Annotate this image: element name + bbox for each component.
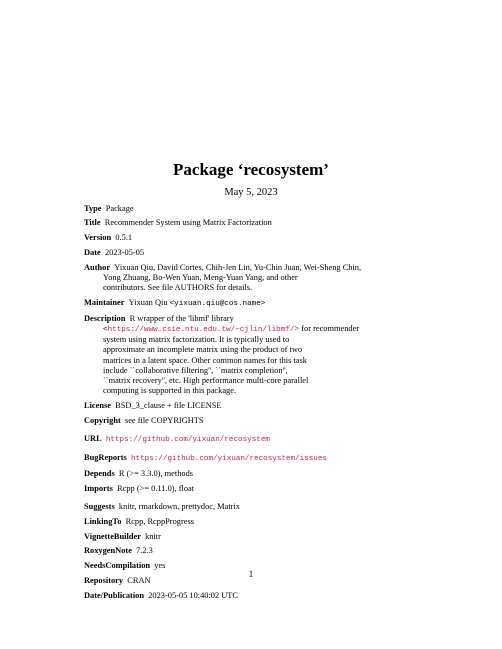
field-key: Repository [84, 575, 124, 585]
field-value: R (>= 3.3.0), methods [118, 469, 194, 478]
field-key: Depends [84, 469, 115, 478]
description-line [84, 324, 424, 335]
field-key: Copyright [84, 415, 121, 425]
field-key: Type [84, 203, 102, 213]
field-roxygennote [84, 546, 424, 556]
package-title: Package ‘recosystem’ [173, 160, 329, 179]
field-value: 0.5.1 [115, 233, 133, 243]
description-line: R wrapper of the 'libmf' library [129, 313, 234, 323]
field-key: BugReports [84, 453, 127, 463]
field-key: Imports [84, 483, 113, 493]
description-line: matrices in a latent space. Other common names for this task [103, 355, 307, 365]
libmf-link[interactable]: https://www.csie.ntu.edu.tw/~cjlin/libmf/ [107, 325, 295, 334]
description-fields [84, 199, 424, 601]
bugreports-link[interactable]: https://github.com/yixuan/recosystem/issues [131, 455, 327, 464]
description-line: computing is supported in this package. [103, 386, 237, 396]
field-depends [84, 469, 424, 479]
field-bugreports [84, 453, 424, 464]
field-datepublication [84, 591, 424, 601]
field-key: VignetteBuilder [84, 531, 141, 541]
field-value: Rcpp, RcppProgress [125, 516, 194, 526]
field-suggests [84, 502, 424, 512]
field-value: Rcpp (>= 0.11.0), float [117, 483, 195, 493]
field-copyright [84, 416, 424, 426]
field-value: 2023-05-05 [104, 247, 145, 257]
field-key: Date [84, 247, 101, 257]
field-key: Author [84, 262, 111, 272]
field-key: Maintainer [84, 297, 125, 307]
description-line: include ``collaborative filtering'', ``matrix completion'', [103, 365, 288, 375]
author-line: Yixuan Qiu, David Cortes, Chih-Jen Lin, Yu-Chin Juan, Wei-Sheng Chin, [114, 262, 362, 272]
field-value: yes [154, 561, 166, 571]
field-key: Title [84, 218, 101, 228]
author-line: Yong Zhuang, Bo-Wen Yuan, Meng-Yuan Yang, and other [103, 272, 298, 282]
field-key: Date/Publication [84, 590, 145, 600]
author-line: contributors. See file AUTHORS for details. [103, 283, 253, 293]
field-value: knitr [145, 531, 161, 541]
field-value: CRAN [127, 575, 151, 585]
description-line: ``matrix recovery'', etc. High performance multi-core parallel [103, 376, 309, 385]
field-key: Suggests [84, 502, 115, 511]
field-imports [84, 484, 424, 494]
field-value: BSD_3_clause + file LICENSE [115, 401, 222, 410]
maintainer-name: Yixuan Qiu [128, 297, 168, 307]
field-title [84, 218, 424, 228]
field-key: NeedsCompilation [84, 561, 151, 571]
field-type [84, 204, 424, 214]
field-value: Recommender System using Matrix Factorization [104, 218, 272, 228]
url-link[interactable]: https://github.com/yixuan/recosystem [105, 436, 270, 444]
field-description [84, 314, 424, 397]
field-value: knitr, rmarkdown, prettydoc, Matrix [118, 502, 240, 511]
description-line: approximate an incomplete matrix using the product of two [103, 345, 303, 355]
document-date: May 5, 2023 [224, 187, 278, 198]
maintainer-email: <yixuan.qiu@cos.name> [169, 299, 266, 308]
field-date [84, 248, 424, 258]
field-author [84, 263, 424, 294]
url-bracket: < [103, 325, 108, 334]
field-value: 7.2.3 [136, 546, 153, 556]
field-value: 2023-05-05 10:40:02 UTC [148, 590, 239, 600]
field-key: URL [84, 434, 102, 443]
field-value: see file COPYRIGHTS [124, 415, 204, 425]
field-url [84, 434, 424, 445]
field-key: Version [84, 233, 112, 243]
description-text: > for recommender [294, 323, 360, 333]
field-version [84, 233, 424, 243]
field-maintainer [84, 298, 424, 309]
field-vignettebuilder [84, 532, 424, 542]
field-key: LinkingTo [84, 516, 122, 526]
field-linkingto [84, 517, 424, 527]
page-number: 1 [248, 569, 254, 579]
field-key: License [84, 401, 111, 410]
field-license [84, 401, 424, 411]
description-line: system using matrix factorization. It is typically used to [103, 335, 290, 345]
field-key: RoxygenNote [84, 546, 132, 556]
field-key: Description [84, 313, 126, 323]
field-value: Package [105, 203, 134, 213]
